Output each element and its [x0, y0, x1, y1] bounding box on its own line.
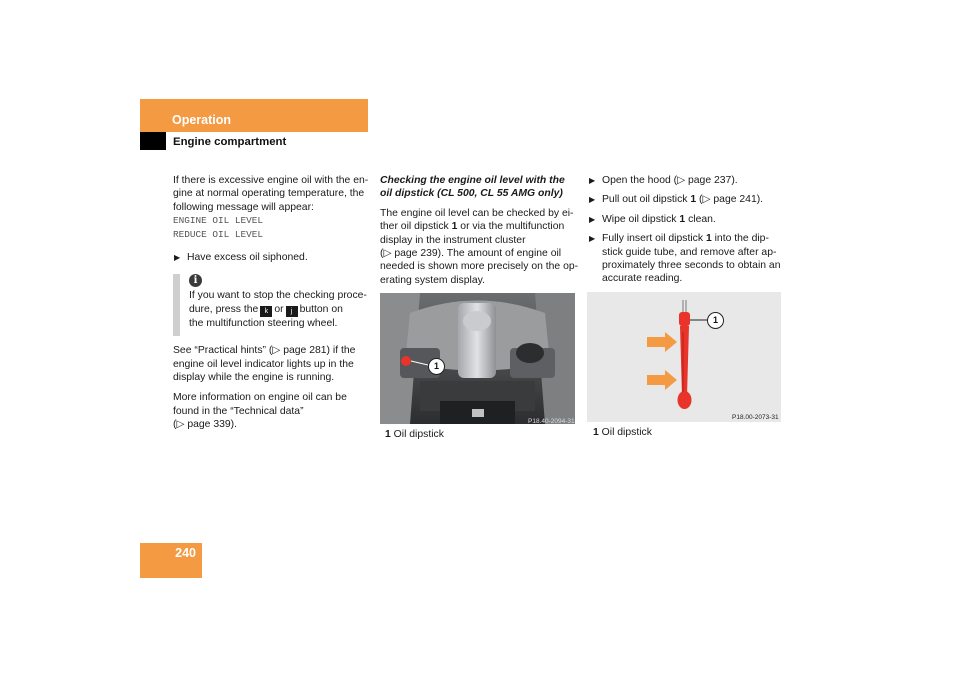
bullet-insert-dipstick: ▶ Fully insert oil dipstick 1 into the dip- stick guide tube, and remove after ap- proximately three seconds to obtain an accurate reading. [589, 233, 781, 285]
header-marker [140, 132, 166, 150]
dipstick-drawing [587, 292, 781, 422]
engine-illustration [380, 293, 575, 424]
image-code: P18.00-2073-31 [732, 414, 779, 421]
bullet-pull-dipstick: ▶ Pull out oil dipstick 1 (▷ page 241). [589, 194, 764, 206]
technical-data-paragraph: More information on engine oil can be found in the “Technical data” (▷ page 339). [173, 392, 347, 431]
subsection-title: Engine compartment [173, 136, 287, 148]
info-note: i If you want to stop the checking proce- dure, press the k or j button on the multifunction steering wheel. [173, 274, 373, 330]
info-icon: i [189, 274, 202, 287]
callout-1: 1 [428, 358, 445, 375]
bullet-arrow-icon: ▶ [589, 234, 596, 244]
right-column [588, 174, 783, 292]
dipstick-heading: Checking the engine oil level with the oil dipstick (CL 500, CL 55 AMG only) [380, 175, 565, 200]
bullet-siphon: ▶ Have excess oil siphoned. [174, 252, 308, 264]
dipstick-body: The engine oil level can be checked by ei- ther oil dipstick 1 or via the multifunction display in the instrument cluster (▷ page 239). The amount of engine oil needed is shown more precisely on the op- erating system display. [380, 207, 579, 286]
display-message-line: REDUCE OIL LEVEL [173, 228, 264, 240]
middle-column [380, 174, 580, 294]
bullet-open-hood: ▶ Open the hood (▷ page 237). [589, 175, 738, 186]
engine-caption: 1 Oil dipstick [385, 429, 444, 440]
section-title: Operation [172, 113, 232, 127]
bullet-arrow-icon: ▶ [174, 253, 181, 263]
page-number: 240 [175, 546, 196, 560]
bullet-arrow-icon: ▶ [589, 195, 596, 205]
practical-hints-paragraph: See “Practical hints” (▷ page 281) if the engine oil level indicator lights up in the display while the engine is running. [173, 345, 356, 384]
bullet-arrow-icon: ▶ [589, 176, 596, 185]
engine-photo [380, 293, 575, 424]
left-column [173, 174, 373, 439]
image-code: P18.40-2094-31 [528, 418, 575, 424]
info-bar [173, 274, 180, 336]
display-message-line: ENGINE OIL LEVEL [173, 215, 264, 227]
callout-1: 1 [707, 312, 724, 329]
key-down-icon: j [286, 306, 298, 317]
bullet-arrow-icon: ▶ [589, 214, 596, 224]
dipstick-illustration [587, 292, 781, 422]
intro-paragraph: If there is excessive engine oil with the en- gine at normal operating temperature, the following message will appear: ENGINE OIL LEVEL REDUCE OIL LEVEL [173, 175, 369, 240]
bullet-wipe-dipstick: ▶ Wipe oil dipstick 1 clean. [589, 213, 716, 225]
dipstick-caption: 1 Oil dipstick [593, 427, 652, 438]
key-up-icon: k [260, 306, 272, 317]
